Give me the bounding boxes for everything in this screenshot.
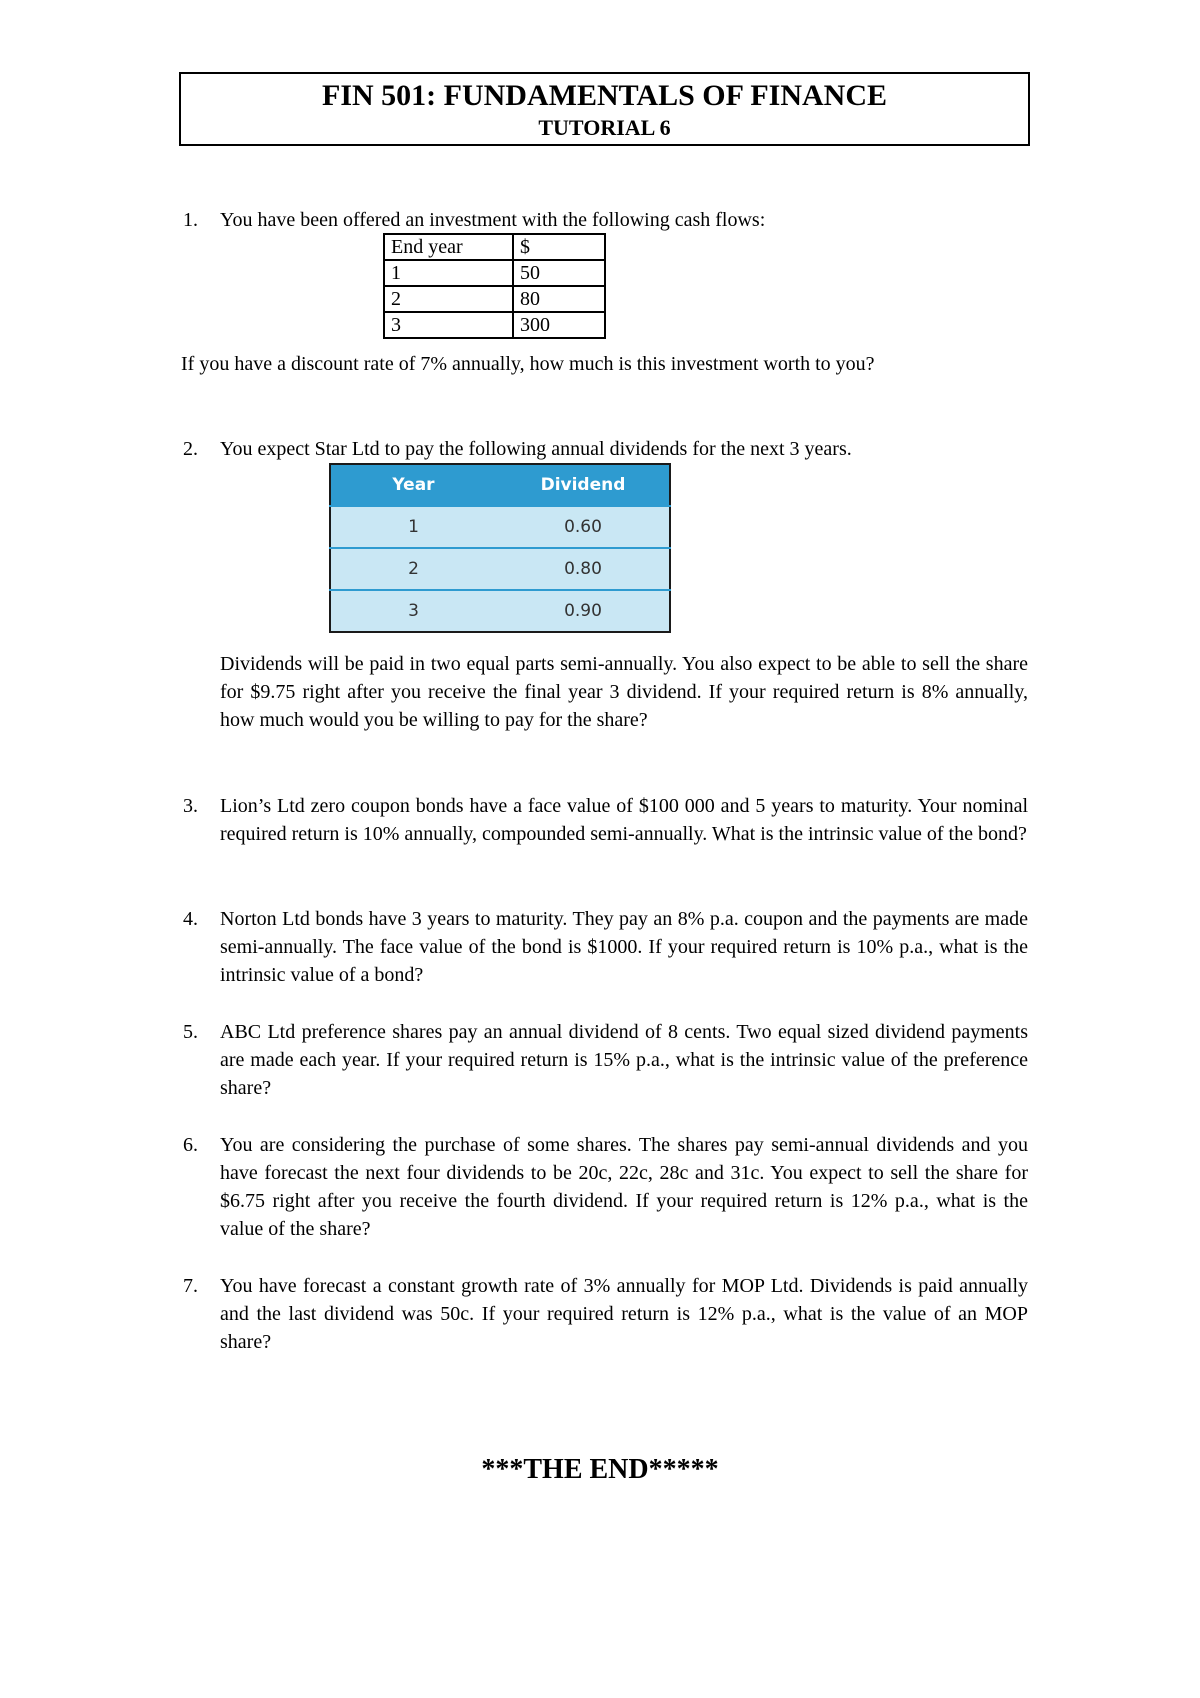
q2-number: 2.: [183, 438, 198, 460]
q2-text: Dividends will be paid in two equal parts semi-annually. You also expect to be able to sell the share for $9.75 right after you receive the final year 3 dividend. If your required return is 8% annually, how much would you be willing to pay for the share?: [220, 653, 1028, 731]
title-box: [179, 72, 1030, 146]
table-cell: 3: [384, 312, 513, 338]
table-row: [384, 234, 605, 260]
table-cell: 50: [513, 260, 605, 286]
cash-flow-table: [383, 233, 606, 339]
table-row: [330, 506, 670, 548]
table-cell: 1: [384, 260, 513, 286]
table-row: [384, 312, 605, 338]
table-header-cell: Year: [330, 464, 497, 506]
table-row: [384, 260, 605, 286]
table-cell: 3: [330, 590, 497, 632]
q6-number: 6.: [183, 1134, 198, 1156]
dividend-table: [329, 463, 671, 633]
table-cell: 2: [384, 286, 513, 312]
table-cell: 2: [330, 548, 497, 590]
q5-text: ABC Ltd preference shares pay an annual dividend of 8 cents. Two equal sized dividend payments are made each year. If your required return is 15% p.a., what is the intrinsic value of the preference share?: [220, 1021, 1028, 1099]
q1-number: 1.: [183, 209, 198, 231]
q4-text: Norton Ltd bonds have 3 years to maturity. They pay an 8% p.a. coupon and the payments are made semi-annually. The face value of the bond is $1000. If your required return is 10% p.a., what is the intrinsic value of a bond?: [220, 908, 1028, 986]
end-marker: ***THE END*****: [481, 1454, 719, 1485]
table-header-cell: $: [513, 234, 605, 260]
table-row: [330, 590, 670, 632]
table-row: [384, 286, 605, 312]
table-cell: 0.90: [497, 590, 670, 632]
q6-text: You are considering the purchase of some shares. The shares pay semi-annual dividends and you have forecast the next four dividends to be 20c, 22c, 28c and 31c. You expect to sell the share for $6.75 right after you receive the fourth dividend. If your required return is 12% p.a., what is the value of the share?: [220, 1134, 1028, 1240]
table-cell: 1: [330, 506, 497, 548]
table-cell: 300: [513, 312, 605, 338]
document-title: FIN 501: FUNDAMENTALS OF FINANCE: [322, 79, 887, 112]
document-subtitle: TUTORIAL 6: [538, 115, 671, 140]
q1-question: If you have a discount rate of 7% annually, how much is this investment worth to you?: [181, 353, 875, 375]
q3-text: Lion’s Ltd zero coupon bonds have a face value of $100 000 and 5 years to maturity. Your nominal required return is 10% annually, compounded semi-annually. What is the intrinsic value of the bond?: [220, 795, 1028, 845]
q7-number: 7.: [183, 1275, 198, 1297]
q5-number: 5.: [183, 1021, 198, 1043]
table-header-cell: Dividend: [497, 464, 670, 506]
table-cell: 0.80: [497, 548, 670, 590]
table-row: [330, 464, 670, 506]
table-cell: 80: [513, 286, 605, 312]
q4-number: 4.: [183, 908, 198, 930]
table-row: [330, 548, 670, 590]
q7-text: You have forecast a constant growth rate of 3% annually for MOP Ltd. Dividends is paid annually and the last dividend was 50c. If your required return is 12% p.a., what is the value of an MOP share?: [220, 1275, 1028, 1353]
q2-intro: You expect Star Ltd to pay the following annual dividends for the next 3 years.: [220, 438, 852, 460]
q1-intro: You have been offered an investment with the following cash flows:: [220, 209, 766, 231]
table-header-cell: End year: [384, 234, 513, 260]
table-cell: 0.60: [497, 506, 670, 548]
q3-number: 3.: [183, 795, 198, 817]
